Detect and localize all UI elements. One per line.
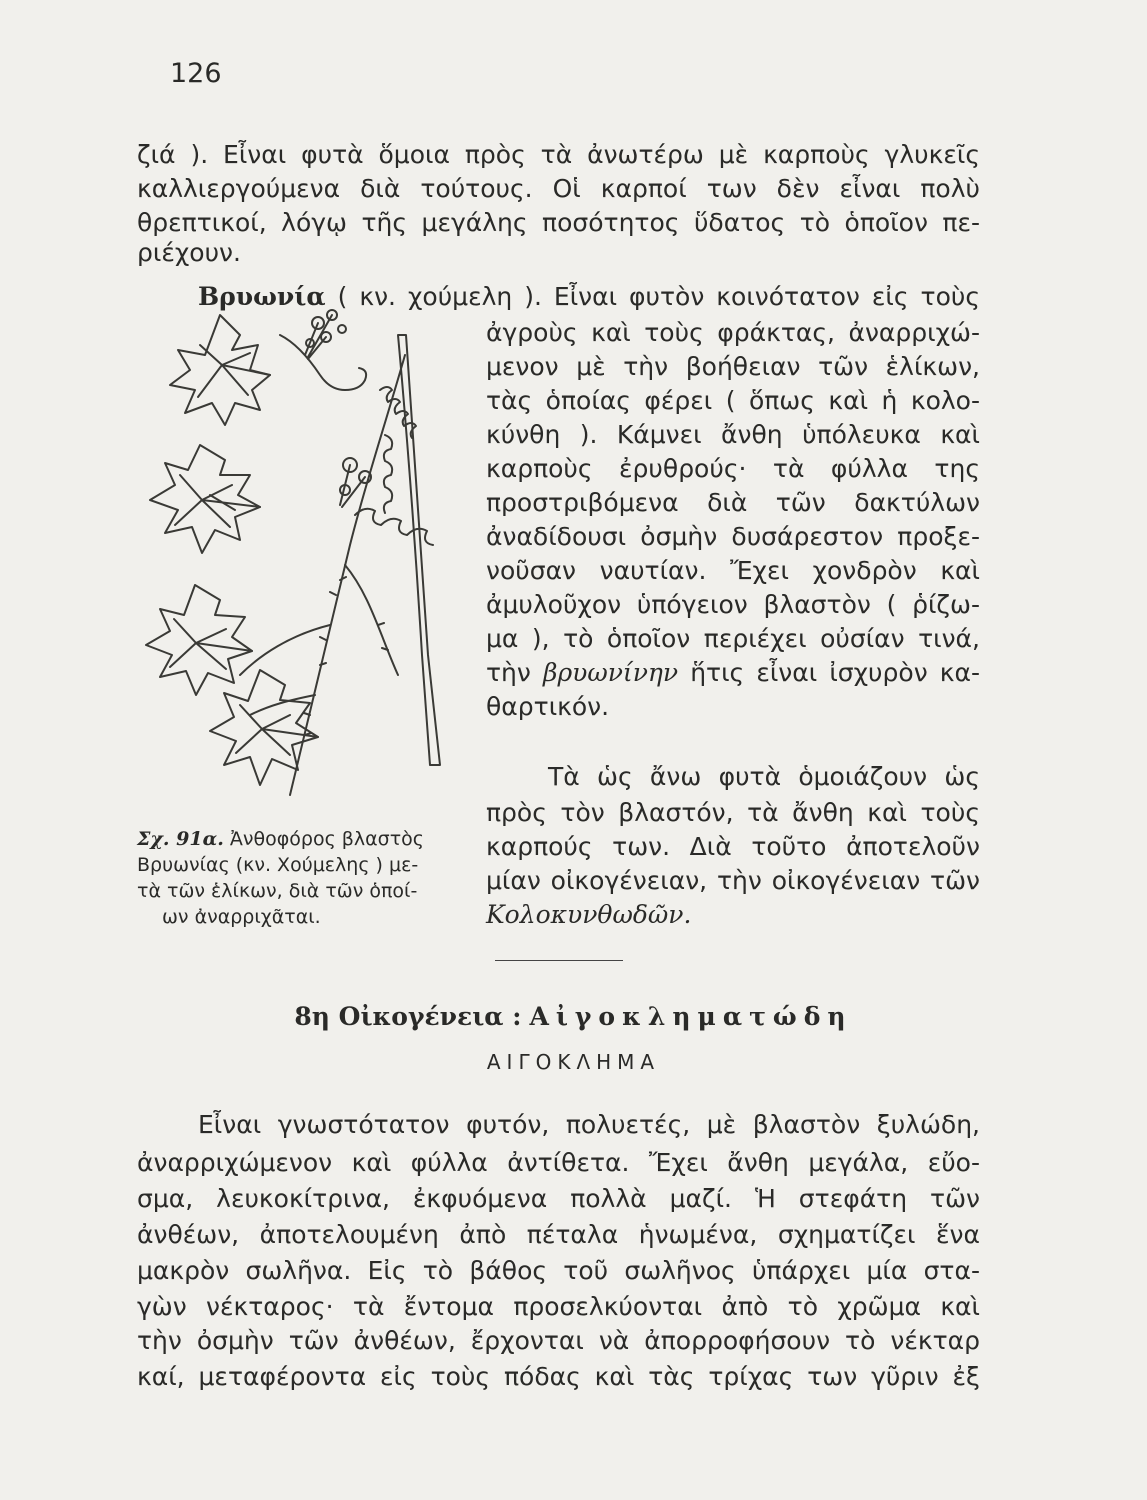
leaf	[170, 315, 270, 425]
bryonine-term: βρυωνίνην	[542, 658, 679, 687]
section-heading	[0, 1000, 1147, 1034]
section-subtitle: ΑΙΓΟΚΛΗΜΑ	[486, 1050, 661, 1074]
caption-text: Ἀνθοφόρος βλαστὸς	[229, 828, 424, 850]
section-family: Αἰγοκληματώδη	[529, 1002, 853, 1031]
tendril	[280, 335, 366, 390]
text-line: προστριβόμενα διὰ τῶν δακτύλων	[486, 488, 980, 517]
caption-line: Βρυωνίας (κν. Χούμελης ) με-	[137, 854, 419, 876]
text-line: Εἶναι γνωστότατον φυτόν, πολυετές, μὲ βλαστὸν ξυλώδη,	[198, 1110, 980, 1139]
text-line: ἀναρριχώμενον καὶ φύλλα ἀντίθετα. Ἔχει ἄνθη μεγάλα, εὔο-	[137, 1148, 980, 1177]
text-line: κύνθη ). Κάμνει ἄνθη ὑπόλευκα καὶ	[486, 420, 980, 449]
text-line: καρποὺς ἐρυθρούς· τὰ φύλλα της	[486, 454, 980, 483]
text-line: μενον μὲ τὴν βοήθειαν τῶν ἑλίκων,	[486, 352, 980, 381]
text-line: ἀμυλοῦχον ὑπόγειον βλαστὸν ( ῥίζω-	[486, 590, 980, 619]
text-line: μίαν οἰκογένειαν, τὴν οἰκογένειαν τῶν	[486, 866, 980, 895]
flower	[338, 325, 346, 333]
branch-stem	[345, 565, 398, 675]
text-line: τὴν ὀσμὴν τῶν ἀνθέων, ἔρχονται νὰ ἀπορροφήσουν τὸ νέκταρ	[137, 1326, 980, 1355]
bryonine-line	[486, 656, 980, 690]
support-stick	[398, 335, 440, 765]
text-line: Τὰ ὡς ἄνω φυτὰ ὁμοιάζουν ὡς	[548, 762, 980, 791]
text-line: σμα, λευκοκίτρινα, ἐκφυόμενα πολλὰ μαζί. Ἡ στεφάτη τῶν	[137, 1184, 980, 1213]
page-number: 126	[170, 58, 222, 89]
text-span: ἥτις εἶναι ἰσχυρὸν κα-	[690, 658, 980, 687]
text-line: ἀγροὺς καὶ τοὺς φράκτας, ἀναρριχώ-	[486, 318, 980, 347]
leaf	[210, 495, 235, 510]
text-line: ριέχουν.	[137, 238, 241, 267]
tendril	[355, 509, 433, 545]
caption-line: τὰ τῶν ἑλίκων, διὰ τῶν ὁποί-	[137, 880, 418, 902]
text-line: ζιά ). Εἶναι φυτὰ ὅμοια πρὸς τὰ ἀνωτέρω μὲ καρποὺς γλυκεῖς	[137, 140, 980, 169]
text-line: θαρτικόν.	[486, 692, 610, 721]
figure-caption	[137, 826, 467, 852]
text-span: τὴν	[486, 658, 531, 687]
text-line: γὼν νέκταρος· τὰ ἔντομα προσελκύονται ἀπὸ τὸ χρῶμα καὶ	[137, 1292, 980, 1321]
text-span: ( κν. χούμελη ). Εἶναι φυτὸν κοινότατον εἰς τοὺς	[337, 282, 980, 311]
branch-stem	[240, 625, 330, 675]
text-line: πρὸς τὸν βλαστόν, τὰ ἄνθη καὶ τοὺς	[486, 798, 980, 827]
text-line: καί, μεταφέροντα εἰς τοὺς πόδας καὶ τὰς τρίχας των γῦριν ἐξ	[137, 1362, 980, 1391]
tendril	[384, 435, 392, 513]
bryonia-illustration	[140, 295, 470, 815]
text-line: καλλιεργούμενα διὰ τούτους. Οἱ καρποί των δὲν εἶναι πολὺ	[137, 174, 980, 203]
family-name-text: Κολοκυνθωδῶν.	[486, 900, 692, 929]
text-line: θρεπτικοί, λόγῳ τῆς μεγάλης ποσότητος ὕδατος τὸ ὁποῖον πε-	[137, 208, 980, 237]
section-divider	[495, 960, 623, 961]
text-line: ἀναδίδουσι ὀσμὴν δυσάρεστον προξε-	[486, 522, 980, 551]
text-line: μα ), τὸ ὁποῖον περιέχει οὐσίαν τινά,	[486, 624, 980, 653]
branch-stem	[250, 695, 315, 715]
text-line: ἀνθέων, ἀποτελουμένη ἀπὸ πέταλα ἡνωμένα, σχηματίζει ἕνα	[137, 1220, 980, 1249]
bryonia-term: Βρυωνία	[198, 282, 326, 311]
text-line: μακρὸν σωλῆνα. Εἰς τὸ βάθος τοῦ σωλῆνος ὑπάρχει μία στα-	[137, 1256, 980, 1285]
text-line: τὰς ὁποίας φέρει ( ὅπως καὶ ἡ κολο-	[486, 386, 980, 415]
family-name	[486, 898, 980, 932]
caption-line: ων ἀναρριχᾶται.	[162, 906, 321, 928]
figure-label: Σχ. 91α.	[137, 828, 224, 850]
text-line: νοῦσαν ναυτίαν. Ἔχει χονδρὸν καὶ	[486, 556, 980, 585]
leaf	[146, 585, 252, 695]
text-line: καρπούς των. Διὰ τοῦτο ἀποτελοῦν	[486, 832, 980, 861]
section-number: 8η Οἰκογένεια :	[294, 1002, 522, 1031]
